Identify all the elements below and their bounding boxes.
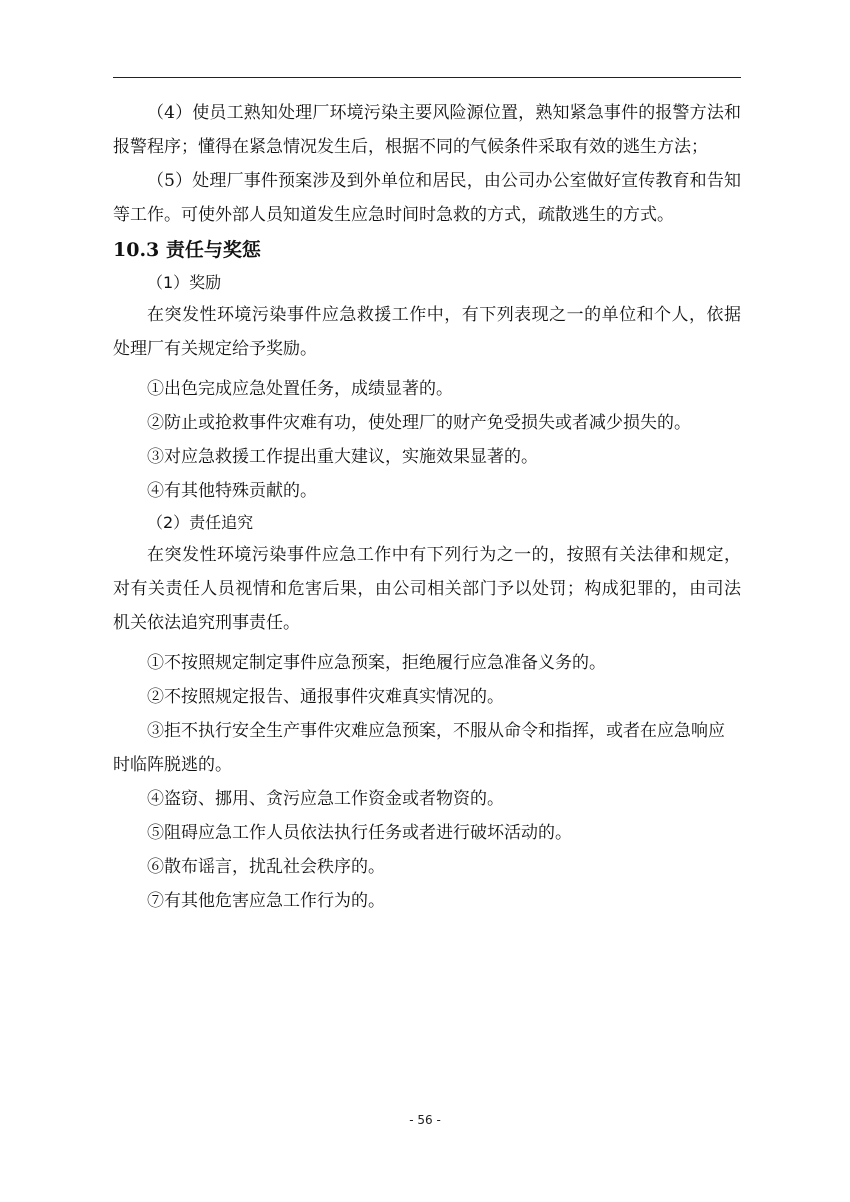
liability-item: ①不按照规定制定事件应急预案，拒绝履行应急准备义务的。	[147, 653, 606, 673]
liability-item: ⑤阻碍应急工作人员依法执行任务或者进行破坏活动的。	[147, 823, 572, 843]
section-heading: 10.3 责任与奖惩	[113, 239, 261, 261]
liability-item: ②不按照规定报告、通报事件灾难真实情况的。	[147, 687, 504, 707]
liability-subheading: （2）责任追究	[147, 513, 254, 532]
page-number: - 56 -	[409, 1113, 441, 1127]
document-body	[113, 96, 741, 918]
paragraph-item-5: （5）处理厂事件预案涉及到外单位和居民，由公司办公室做好宣传教育和告知等工作。可使外部人员知道发生应急时间时急救的方式，疏散逃生的方式。	[113, 171, 741, 225]
liability-item: ③拒不执行安全生产事件灾难应急预案，不服从命令和指挥，或者在应急响应时临阵脱逃的。	[113, 721, 725, 775]
reward-item: ④有其他特殊贡献的。	[147, 481, 317, 501]
paragraph-item-4: （4）使员工熟知处理厂环境污染主要风险源位置，熟知紧急事件的报警方法和报警程序；懂得在紧急情况发生后，根据不同的气候条件采取有效的逃生方法；	[113, 103, 741, 157]
reward-item: ②防止或抢救事件灾难有功，使处理厂的财产免受损失或者减少损失的。	[147, 413, 691, 433]
reward-subheading: （1）奖励	[147, 273, 222, 292]
liability-item: ⑥散布谣言，扰乱社会秩序的。	[147, 857, 385, 877]
liability-item: ⑦有其他危害应急工作行为的。	[147, 891, 385, 911]
liability-item: ④盗窃、挪用、贪污应急工作资金或者物资的。	[147, 789, 504, 809]
liability-intro: 在突发性环境污染事件应急工作中有下列行为之一的，按照有关法律和规定，对有关责任人员视情和危害后果，由公司相关部门予以处罚；构成犯罪的，由司法机关依法追究刑事责任。	[113, 545, 741, 633]
header-rule	[113, 77, 741, 78]
reward-intro: 在突发性环境污染事件应急救援工作中，有下列表现之一的单位和个人，依据处理厂有关规定给予奖励。	[113, 305, 741, 359]
reward-item: ①出色完成应急处置任务，成绩显著的。	[147, 379, 453, 399]
reward-item: ③对应急救援工作提出重大建议，实施效果显著的。	[147, 447, 538, 467]
